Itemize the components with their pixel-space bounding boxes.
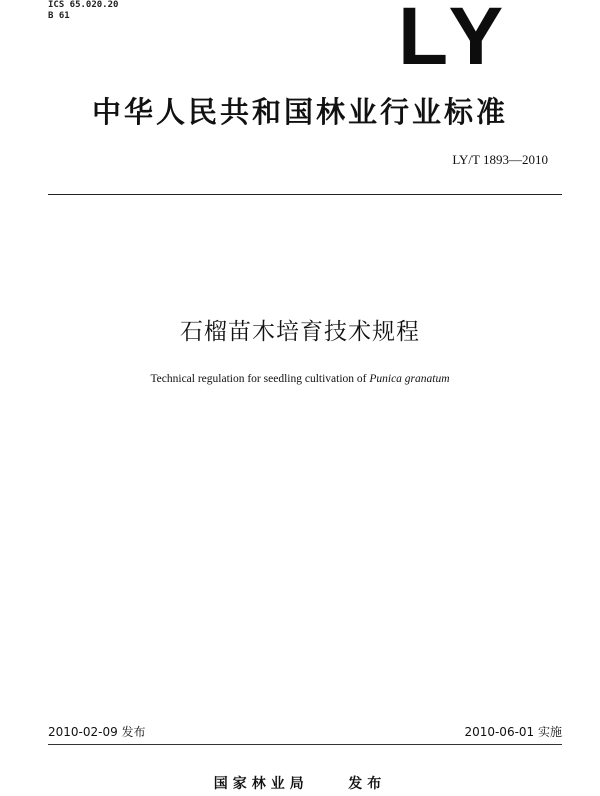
document-title-cn: 石榴苗木培育技术规程 [180, 319, 420, 345]
header-divider [48, 194, 562, 195]
publisher: 国家林业局 发布 [213, 776, 387, 792]
classification-codes [48, 0, 118, 22]
footer-divider [48, 744, 562, 745]
ly-logo: LY [398, 0, 512, 82]
standard-code: LY/T 1893—2010 [452, 152, 548, 167]
ics-code: ICS 65.020.20 [48, 0, 119, 10]
ccs-code: B 61 [48, 11, 70, 21]
title-en-prefix: Technical regulation for seedling cultivation of [150, 373, 370, 385]
title-en-species: Punica granatum [369, 373, 450, 385]
document-title-en [0, 373, 600, 385]
implement-date: 2010-06-01 实施 [464, 725, 562, 739]
standard-title: 中华人民共和国林业行业标准 [91, 95, 508, 129]
issue-date: 2010-02-09 发布 [48, 725, 146, 739]
